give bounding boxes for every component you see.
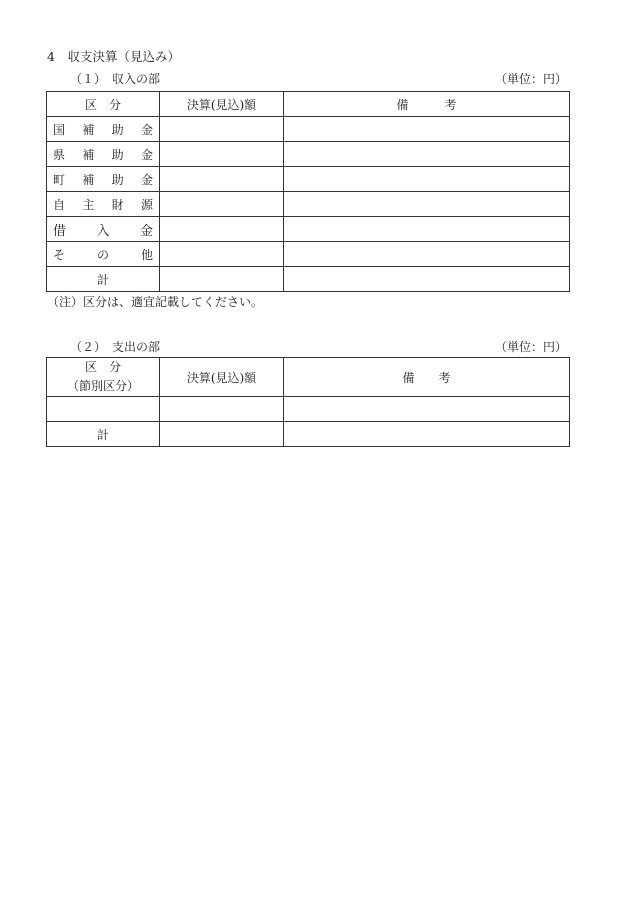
header-category: 区 分 （節別区分） xyxy=(47,358,160,397)
header-amount: 決算(見込)額 xyxy=(160,358,284,397)
remarks-cell[interactable] xyxy=(284,117,570,142)
total-row xyxy=(47,267,570,292)
header-remarks: 備 考 xyxy=(284,358,570,397)
amount-cell[interactable] xyxy=(160,167,284,192)
row-label: そ の 他 xyxy=(47,242,160,267)
income-unit: （単位：円） xyxy=(495,72,568,86)
row-label: 借 入 金 xyxy=(47,217,160,242)
row-label: 県 補 助 金 xyxy=(47,142,160,167)
header-category: 区 分 xyxy=(47,92,160,117)
table-row xyxy=(47,242,570,267)
expense-body-row xyxy=(47,397,570,422)
table-row xyxy=(47,192,570,217)
row-label: 町 補 助 金 xyxy=(47,167,160,192)
remarks-cell[interactable] xyxy=(284,242,570,267)
total-label: 計 xyxy=(47,422,160,447)
row-label: 国 補 助 金 xyxy=(47,117,160,142)
table-row xyxy=(47,142,570,167)
header-remarks: 備 考 xyxy=(284,92,570,117)
row-label: 自 主 財 源 xyxy=(47,192,160,217)
remarks-cell[interactable] xyxy=(284,217,570,242)
expense-title: （２） 支出の部 xyxy=(70,340,161,354)
total-remarks-cell[interactable] xyxy=(284,422,570,447)
expense-header-row xyxy=(47,358,570,397)
total-label: 計 xyxy=(47,267,160,292)
total-row xyxy=(47,422,570,447)
remarks-cell[interactable] xyxy=(284,142,570,167)
total-remarks-cell[interactable] xyxy=(284,267,570,292)
income-title: （１） 収入の部 xyxy=(70,72,161,86)
amount-cell[interactable] xyxy=(160,117,284,142)
income-table xyxy=(46,91,570,292)
remarks-cell[interactable] xyxy=(284,192,570,217)
remarks-cell[interactable] xyxy=(284,167,570,192)
remarks-cell[interactable] xyxy=(284,397,570,422)
header-amount: 決算(見込)額 xyxy=(160,92,284,117)
table-row xyxy=(47,167,570,192)
table-row xyxy=(47,117,570,142)
total-amount-cell[interactable] xyxy=(160,422,284,447)
amount-cell[interactable] xyxy=(160,397,284,422)
section-title: 4 収支決算（見込み） xyxy=(47,49,180,64)
income-header-row xyxy=(47,92,570,117)
amount-cell[interactable] xyxy=(160,217,284,242)
table-row xyxy=(47,217,570,242)
amount-cell[interactable] xyxy=(160,242,284,267)
amount-cell[interactable] xyxy=(160,192,284,217)
total-amount-cell[interactable] xyxy=(160,267,284,292)
expense-unit: （単位：円） xyxy=(495,340,568,354)
amount-cell[interactable] xyxy=(160,142,284,167)
income-note: （注）区分は、適宜記載してください。 xyxy=(47,295,264,309)
expense-table xyxy=(46,357,570,447)
category-cell[interactable] xyxy=(47,397,160,422)
